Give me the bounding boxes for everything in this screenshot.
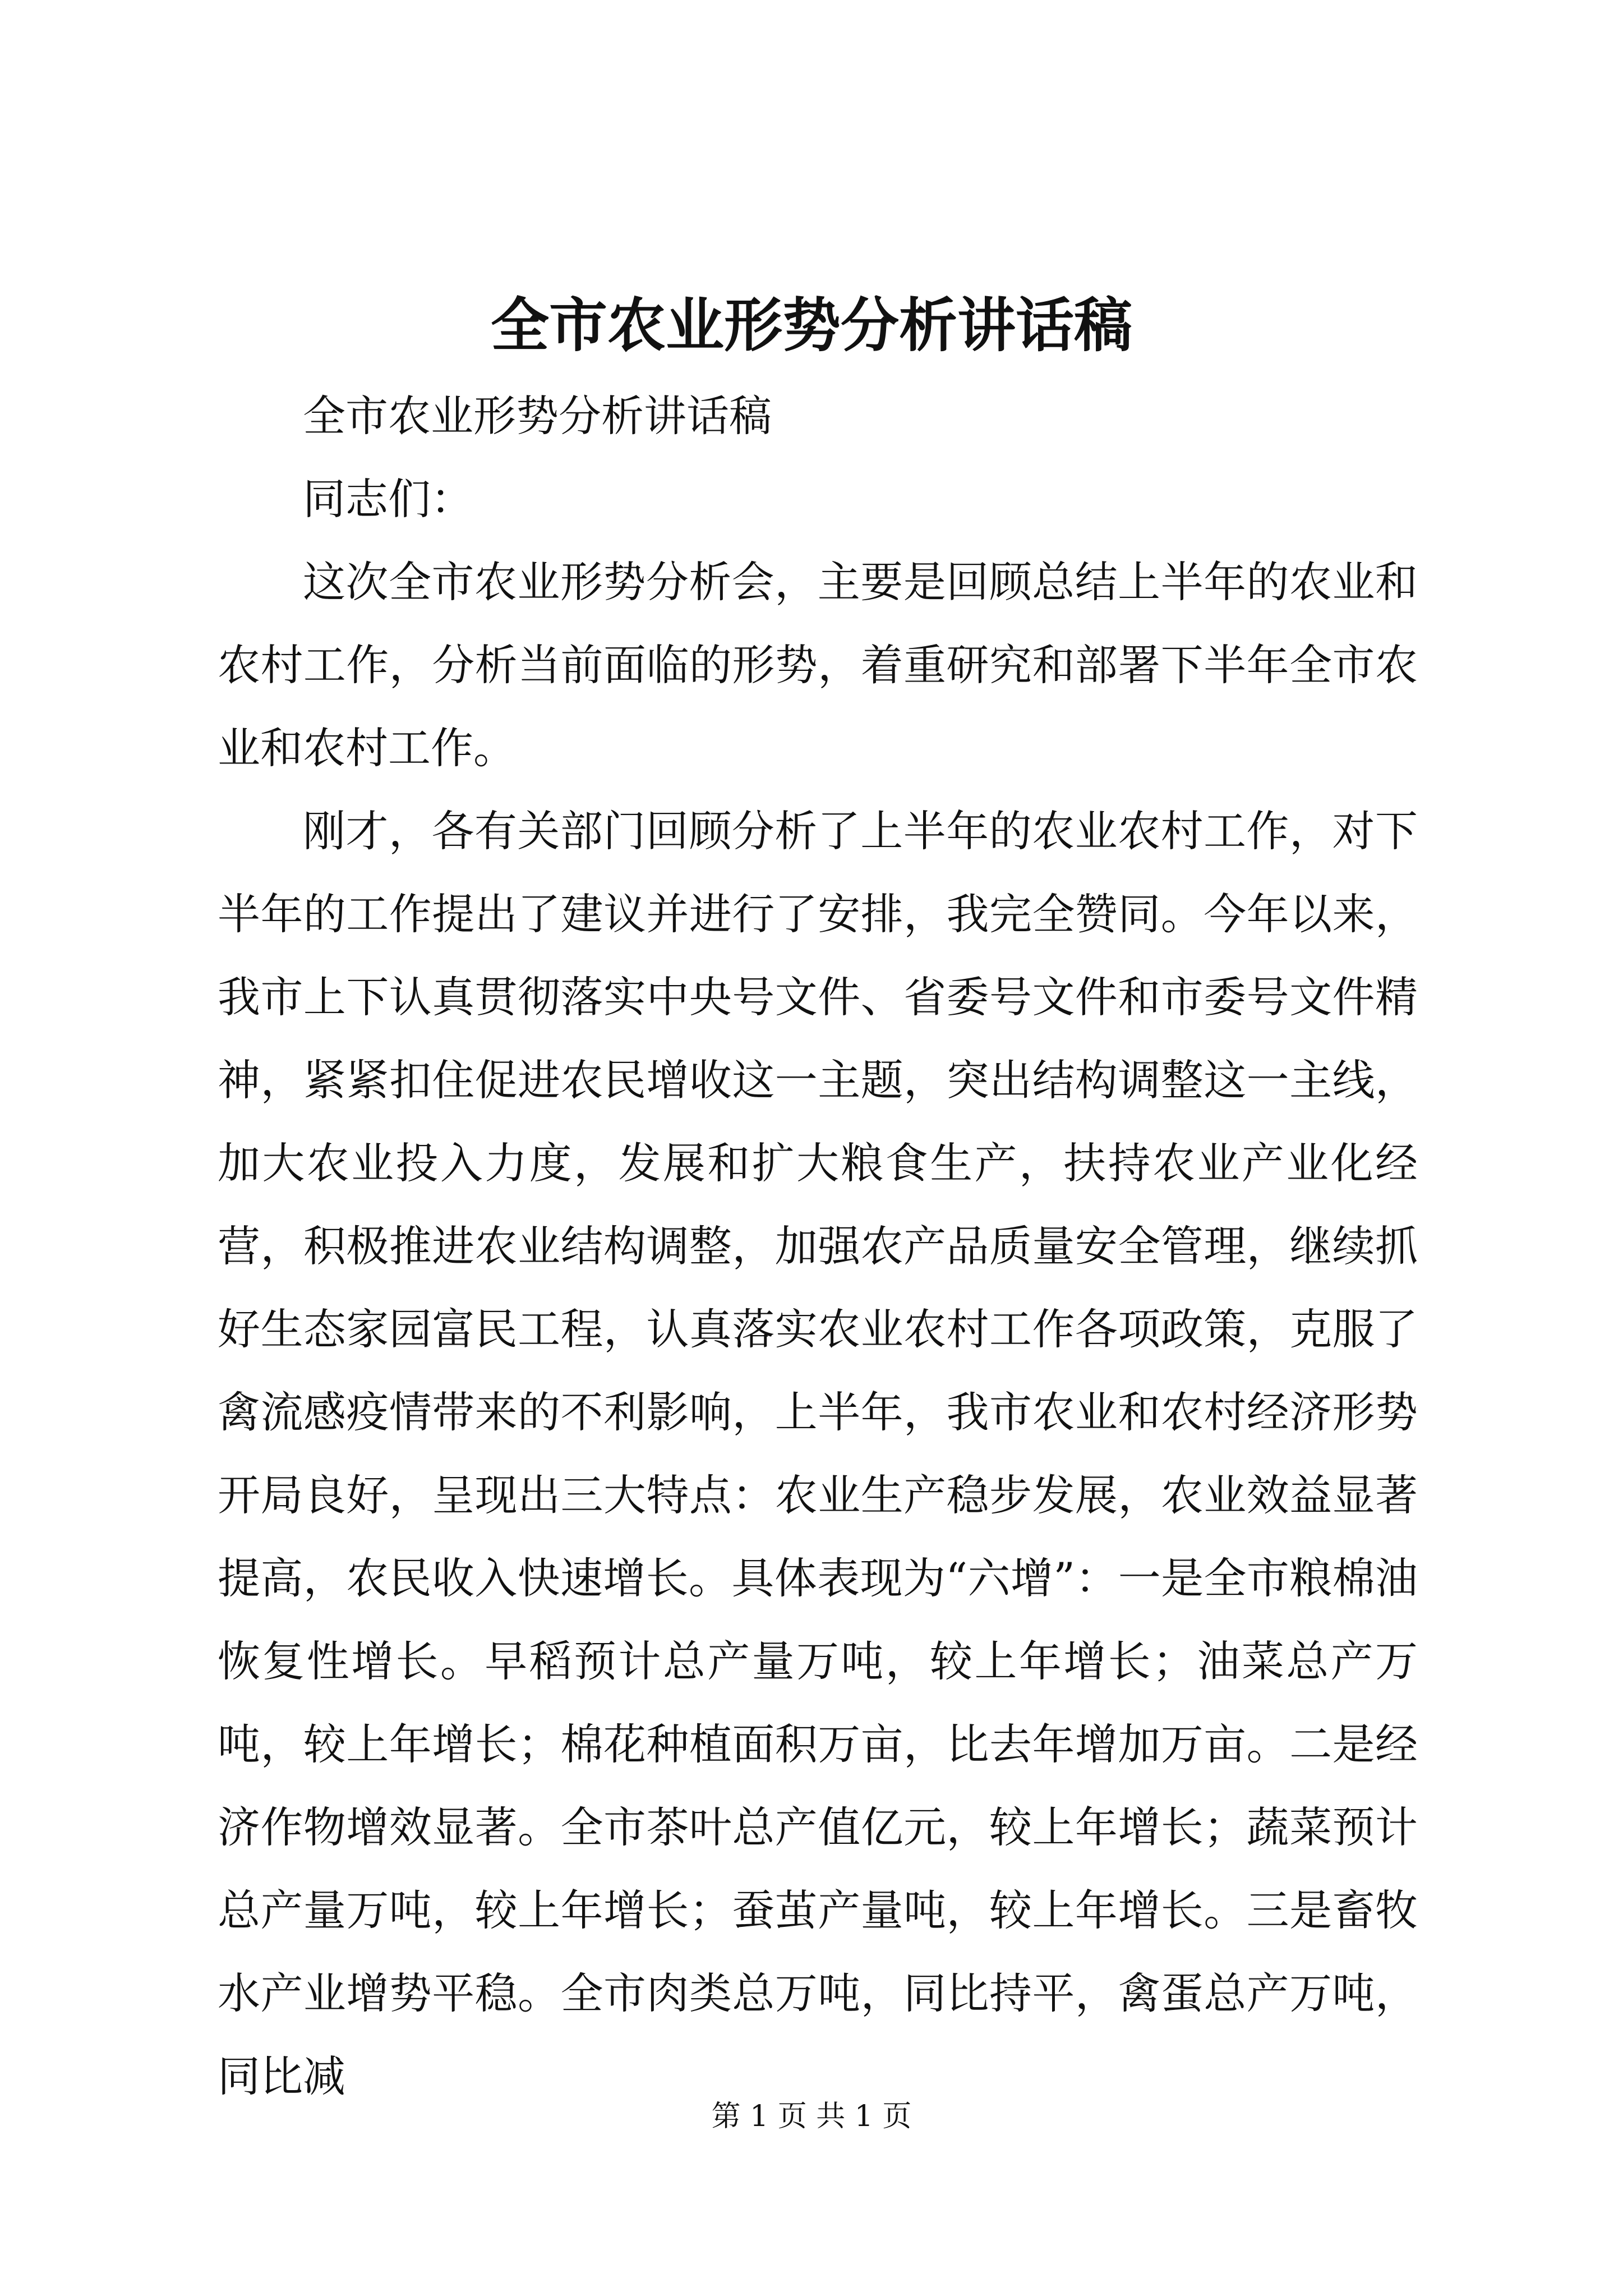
- page-footer: 第 1 页 共 1 页: [711, 2100, 912, 2133]
- document-body: [218, 375, 1418, 2118]
- paragraph-review: 刚才，各有关部门回顾分析了上半年的农业农村工作，对下半年的工作提出了建议并进行了安排，我完全赞同。今年以来，我市上下认真贯彻落实中央号文件、省委号文件和市委号文件精神，紧紧扣住促进农民增收这一主题，突出结构调整这一主线，加大农业投入力度，发展和扩大粮食生产，扶持农业产业化经营，积极推进农业结构调整，加强农产品质量安全管理，继续抓好生态家园富民工程，认真落实农业农村工作各项政策，克服了禽流感疫情带来的不利影响，上半年，我市农业和农村经济形势开局良好，呈现出三大特点：农业生产稳步发展，农业效益显著提高，农民收入快速增长。具体表现为“六增”：一是全市粮棉油恢复性增长。早稻预计总产量万吨，较上年增长；油菜总产万吨，较上年增长；棉花种植面积万亩，比去年增加万亩。二是经济作物增效显著。全市茶叶总产值亿元，较上年增长；蔬菜预计总产量万吨，较上年增长；蚕茧产量吨，较上年增长。三是畜牧水产业增势平稳。全市肉类总万吨，同比持平，禽蛋总产万吨，同比减: [218, 806, 1418, 2101]
- paragraph-intro: 这次全市农业形势分析会，主要是回顾总结上半年的农业和农村工作，分析当前面临的形势，着重研究和部署下半年全市农业和农村工作。: [218, 557, 1418, 773]
- paragraph-subtitle: 全市农业形势分析讲话稿: [303, 391, 772, 441]
- document-title: 全市农业形势分析讲话稿: [490, 291, 1132, 360]
- paragraph-salutation: 同志们：: [303, 474, 473, 524]
